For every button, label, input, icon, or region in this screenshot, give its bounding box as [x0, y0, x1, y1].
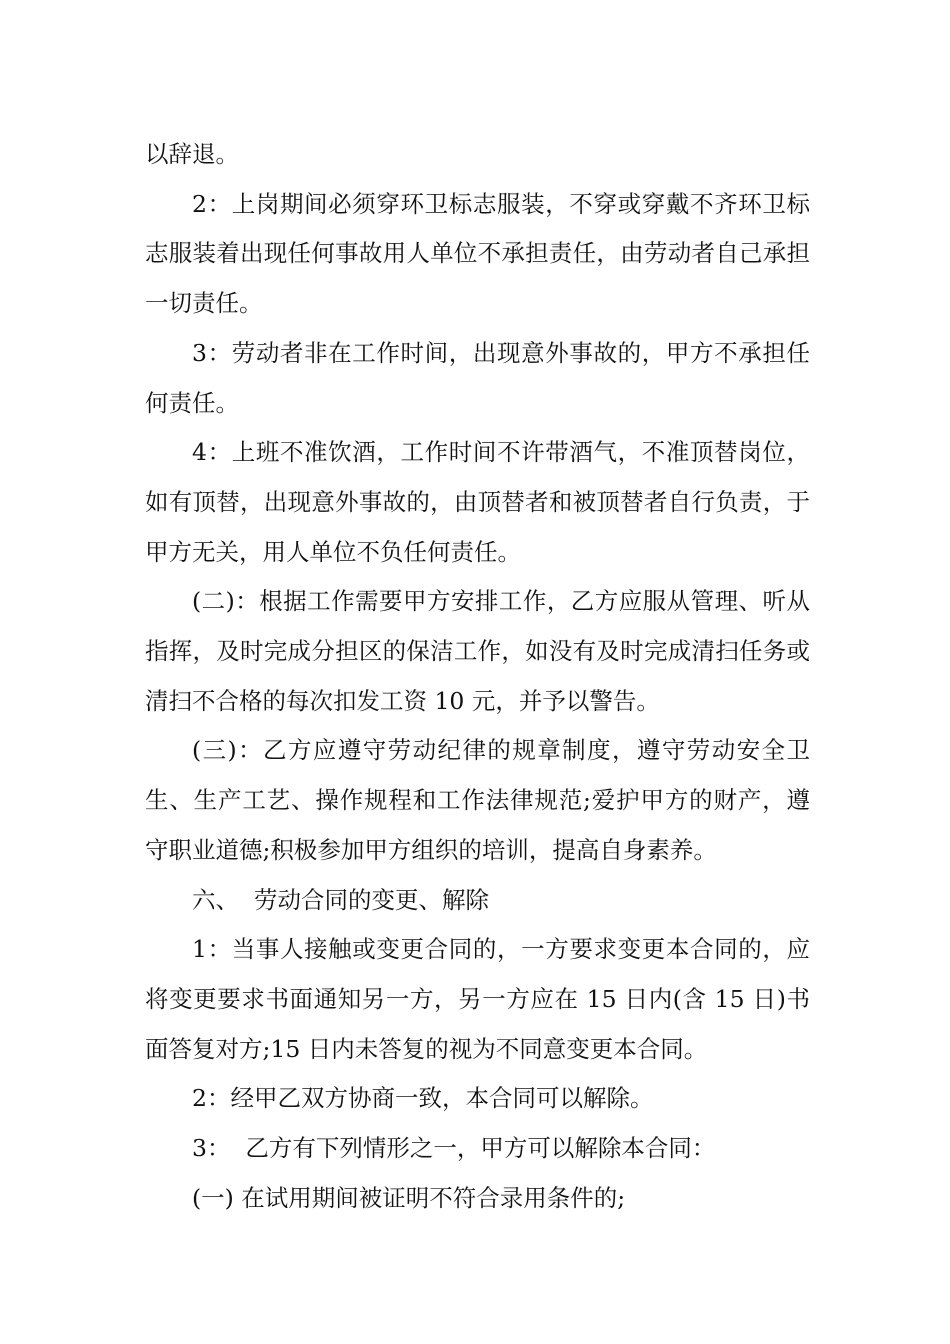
paragraph-2: 2：上岗期间必须穿环卫标志服装，不穿或穿戴不齐环卫标志服装着出现任何事故用人单位不承担责任，由劳动者自己承担一切责任。 — [145, 189, 810, 318]
paragraph-3: 3：劳动者非在工作时间，出现意外事故的，甲方不承担任何责任。 — [145, 338, 810, 417]
paragraph-4: 4：上班不准饮酒，工作时间不许带酒气，不准顶替岗位，如有顶替，出现意外事故的，由顶替者和被顶替者自行负责，于甲方无关，用人单位不负任何责任。 — [145, 438, 810, 566]
paragraph-1: 以辞退。 — [145, 140, 239, 168]
document-body — [145, 130, 810, 1223]
paragraph-10: 3： 乙方有下列情形之一，甲方可以解除本合同： — [192, 1134, 716, 1163]
paragraph-5: (二)：根据工作需要甲方安排工作，乙方应服从管理、听从指挥，及时完成分担区的保洁工作，如没有及时完成清扫任务或清扫不合格的每次扣发工资 10 元，并予以警告。 — [145, 587, 810, 715]
paragraph-6: (三)：乙方应遵守劳动纪律的规章制度，遵守劳动安全卫生、生产工艺、操作规程和工作法律规范;爱护甲方的财产，遵守职业道德;积极参加甲方组织的培训，提高自身素养。 — [145, 736, 810, 864]
paragraph-11: (一) 在试用期间被证明不符合录用条件的; — [192, 1183, 626, 1212]
paragraph-9: 2：经甲乙双方协商一致，本合同可以解除。 — [192, 1084, 654, 1113]
paragraph-8: 1：当事人接触或变更合同的，一方要求变更本合同的，应将变更要求书面通知另一方，另一方应在 15 日内(含 15 日)书面答复对方;15 日内未答复的视为不同意变更本合同。 — [145, 935, 810, 1063]
section-heading: 六、 劳动合同的变更、解除 — [192, 885, 489, 914]
